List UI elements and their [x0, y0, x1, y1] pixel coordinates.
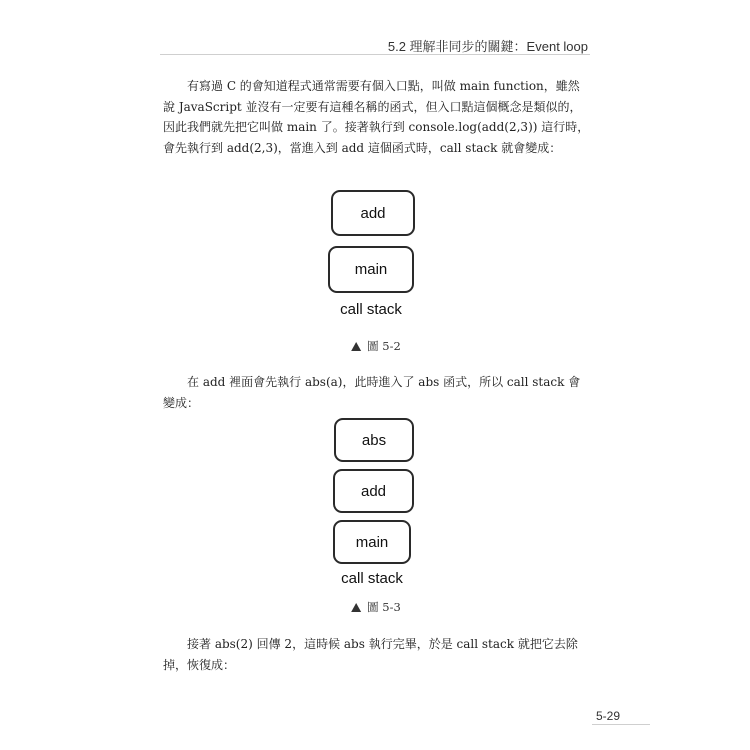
figure-caption-text: 圖 5-3	[367, 600, 401, 614]
figure-caption-5-3	[351, 599, 401, 615]
triangle-up-icon	[351, 342, 361, 351]
stack-frame-add: add	[333, 469, 414, 513]
footer-divider	[592, 724, 650, 725]
body-paragraph-2	[163, 372, 591, 413]
running-header-title: 5.2 理解非同步的關鍵：Event loop	[387, 39, 588, 54]
figure-caption-5-2	[351, 338, 401, 354]
call-stack-label: call stack	[340, 301, 402, 318]
body-paragraph-3	[163, 634, 591, 675]
body-paragraph-1	[163, 76, 591, 158]
paragraph-3-text: 接著 abs(2) 回傳 2，這時候 abs 執行完畢，於是 call stack 就把它去除掉，恢復成：	[163, 637, 578, 672]
paragraph-2-text: 在 add 裡面會先執行 abs(a)，此時進入了 abs 函式，所以 call stack 會變成：	[163, 375, 581, 410]
stack-frame-main: main	[328, 246, 414, 293]
stack-frame-add: add	[331, 190, 415, 236]
page-number: 5-29	[596, 709, 621, 723]
header-divider	[160, 54, 590, 55]
call-stack-label: call stack	[341, 570, 403, 587]
stack-frame-main: main	[333, 520, 411, 564]
figure-caption-text: 圖 5-2	[367, 339, 401, 353]
paragraph-1-text: 有寫過 C 的會知道程式通常需要有個入口點，叫做 main function，雖然說 JavaScript 並沒有一定要有這種名稱的函式，但入口點這個概念是類似的，因此我們就先把它叫做 main 了。接著執行到 console.log(add(2,3)) 這行時，會先執行到 add(2,3)，當進入到 add 這個函式時，call stack 就會變成：	[163, 79, 590, 155]
triangle-up-icon	[351, 603, 361, 612]
stack-frame-abs: abs	[334, 418, 414, 462]
